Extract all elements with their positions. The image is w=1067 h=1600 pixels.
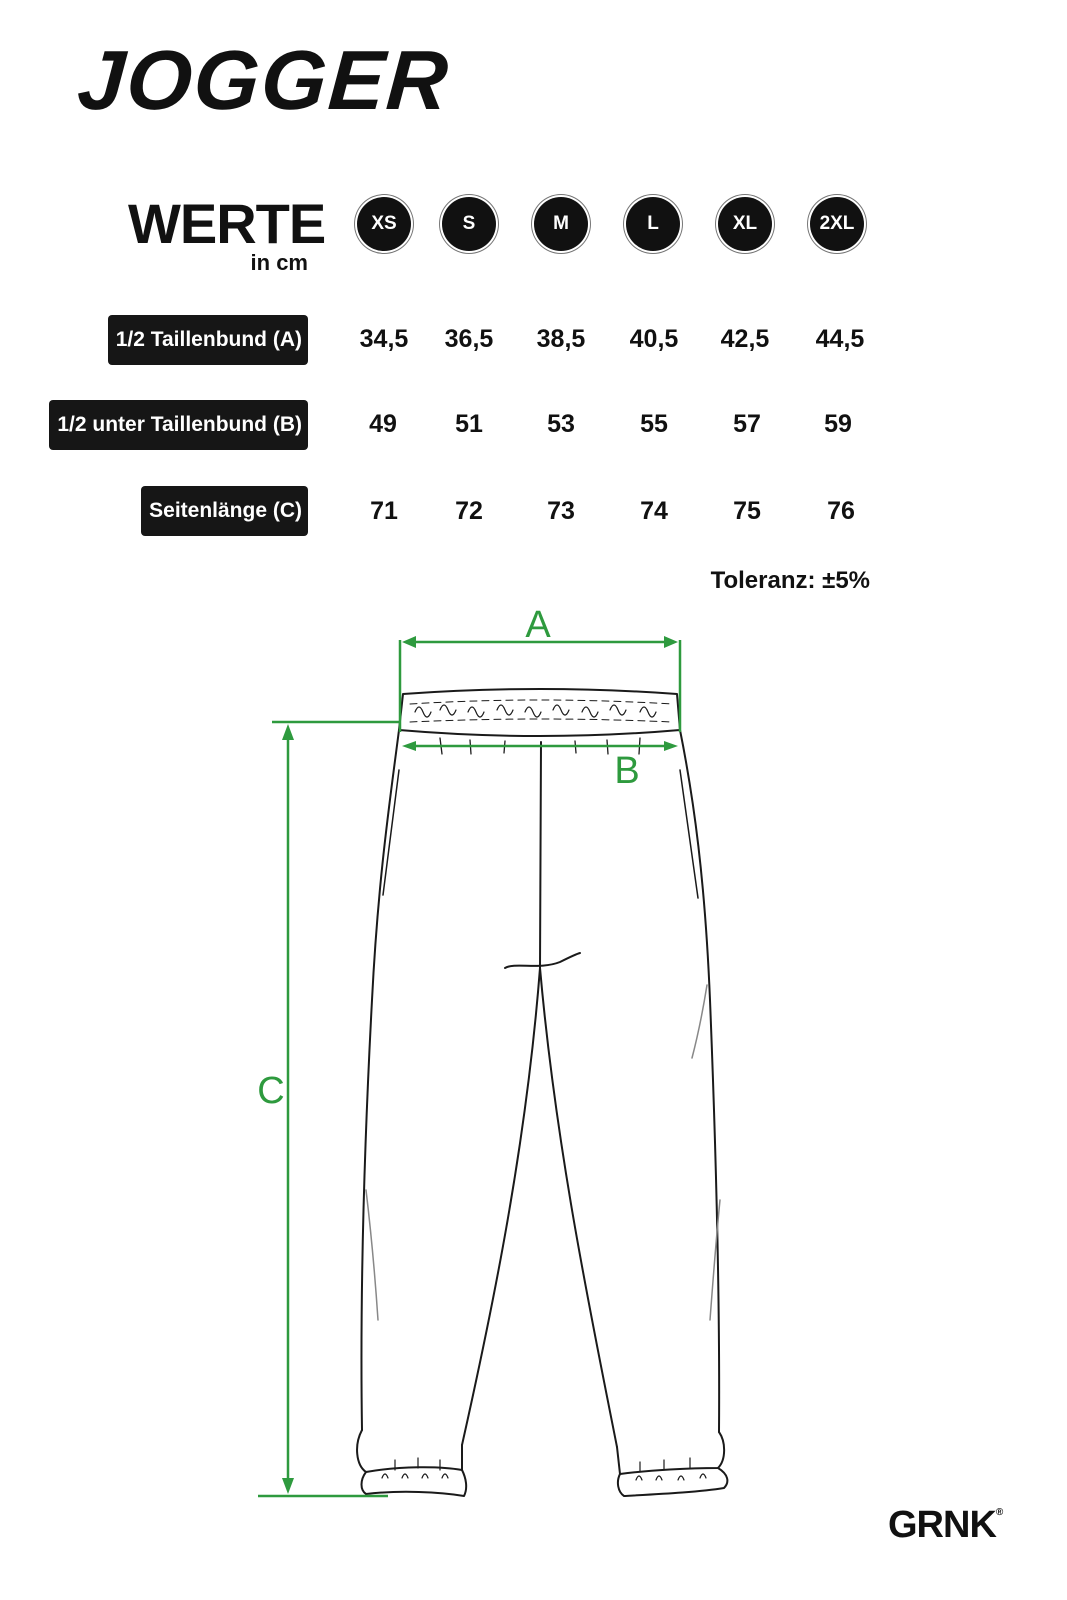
size-badge-l: L [626, 197, 680, 251]
arrowhead [664, 741, 678, 751]
brand-name: GRNK [888, 1504, 996, 1546]
table-cell: 57 [733, 410, 761, 438]
table-cell: 74 [640, 497, 668, 525]
table-cell: 40,5 [629, 325, 679, 353]
arrowhead [282, 724, 294, 740]
brand-logo [888, 1506, 1002, 1544]
table-cell: 71 [370, 497, 398, 525]
table-cell: 76 [827, 497, 855, 525]
size-badge-s: S [442, 197, 496, 251]
arrowhead [402, 741, 416, 751]
dimension-label-a: A [525, 604, 551, 646]
dimension-label-b: B [614, 750, 640, 792]
table-cell: 36,5 [444, 325, 494, 353]
table-cell: 44,5 [815, 325, 865, 353]
table-cell: 55 [640, 410, 668, 438]
row-label-below-waistband: 1/2 unter Taillenbund (B) [49, 400, 308, 450]
size-badge-2xl: 2XL [810, 197, 864, 251]
table-cell: 51 [455, 410, 483, 438]
arrowhead [282, 1478, 294, 1494]
table-cell: 34,5 [359, 325, 409, 353]
table-cell: 59 [824, 410, 852, 438]
arrowhead [664, 636, 678, 648]
size-badge-m: M [534, 197, 588, 251]
size-badge-xl: XL [718, 197, 772, 251]
row-label-waistband: 1/2 Taillenbund (A) [108, 315, 308, 365]
arrowhead [402, 636, 416, 648]
pants-sketch [357, 689, 727, 1496]
dimension-label-c: C [257, 1070, 285, 1112]
table-cell: 42,5 [720, 325, 770, 353]
registered-mark: ® [995, 1507, 1003, 1518]
table-cell: 53 [547, 410, 575, 438]
row-label-side-length: Seitenlänge (C) [141, 486, 308, 536]
tolerance-note: Toleranz: ±5% [710, 567, 870, 594]
table-heading: WERTE [128, 192, 326, 255]
page-title: JOGGER [74, 33, 453, 127]
table-cell: 73 [547, 497, 575, 525]
unit-label: in cm [250, 250, 308, 275]
table-cell: 38,5 [536, 325, 586, 353]
table-cell: 72 [455, 497, 483, 525]
size-badge-xs: XS [357, 197, 411, 251]
table-cell: 49 [369, 410, 397, 438]
table-cell: 75 [733, 497, 761, 525]
